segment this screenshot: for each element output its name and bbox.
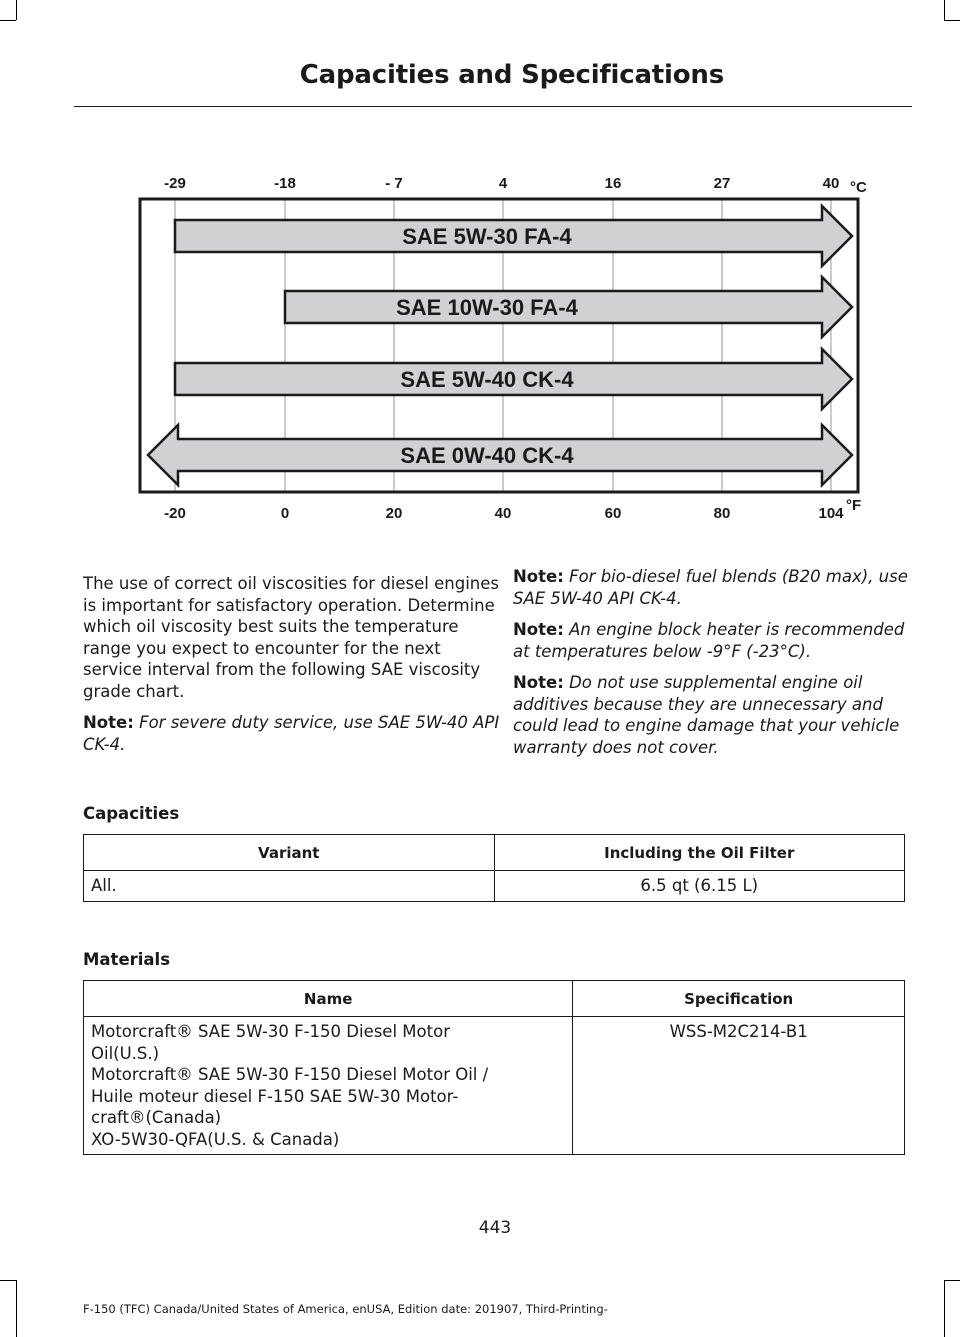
column-header-name: Name [84, 981, 573, 1017]
note-severe-duty [83, 712, 503, 755]
note-text: For severe duty service, use SAE 5W-40 API CK-4. [83, 713, 500, 754]
materials-table [83, 980, 905, 1155]
capacities-heading: Capacities [83, 804, 180, 823]
note-text: An engine block heater is recommended at temperatures below -9°F (-23°C). [513, 620, 905, 661]
page-number: 443 [478, 1218, 512, 1238]
crop-mark [0, 1280, 16, 1281]
crop-mark [944, 0, 945, 20]
fahrenheit-unit-label: °F [846, 497, 862, 514]
note-label: Note: [83, 713, 134, 732]
column-header-including-oil-filter: Including the Oil Filter [494, 835, 905, 871]
right-column [513, 566, 908, 768]
fahrenheit-tick-label: 20 [385, 505, 403, 522]
crop-mark [16, 1280, 17, 1337]
crop-mark [944, 20, 960, 21]
viscosity-grade-label: SAE 10W-30 FA-4 [396, 295, 578, 320]
material-name-cell [84, 1017, 573, 1155]
page-title: Capacities and Specifications [299, 60, 724, 90]
column-header-specification: Specification [573, 981, 905, 1017]
viscosity-grade-label: SAE 0W-40 CK-4 [400, 443, 574, 468]
table-header-row [84, 981, 905, 1017]
column-header-variant: Variant [84, 835, 495, 871]
note-block-heater [513, 619, 908, 662]
material-name-line: craft®(Canada) [91, 1108, 222, 1127]
crop-mark [0, 20, 16, 21]
material-name-line: Huile moteur diesel F-150 SAE 5W-30 Motor- [91, 1086, 459, 1106]
fahrenheit-tick-label: 60 [604, 505, 622, 522]
celsius-tick-label: - 7 [385, 175, 403, 192]
note-label: Note: [513, 673, 564, 692]
materials-heading: Materials [83, 950, 171, 969]
note-additives [513, 672, 908, 758]
table-row [84, 871, 905, 902]
note-text: For bio-diesel fuel blends (B20 max), use SAE 5W-40 API CK-4. [513, 567, 908, 608]
viscosity-grade-label: SAE 5W-30 FA-4 [402, 224, 572, 249]
fahrenheit-tick-label: -20 [164, 505, 186, 522]
celsius-tick-label: 16 [604, 175, 622, 192]
footer-text: F-150 (TFC) Canada/United States of America, enUSA, Edition date: 201907, Third-Printing- [83, 1302, 608, 1316]
capacities-table [83, 834, 905, 902]
celsius-tick-label: -18 [274, 175, 296, 192]
note-label: Note: [513, 620, 564, 639]
specification-cell: WSS-M2C214-B1 [573, 1017, 905, 1155]
celsius-tick-label: 27 [713, 175, 731, 192]
crop-mark [16, 0, 17, 20]
table-header-row [84, 835, 905, 871]
material-name-line: Motorcraft® SAE 5W-30 F-150 Diesel Motor [91, 1022, 450, 1041]
fahrenheit-tick-label: 0 [280, 505, 290, 522]
note-biodiesel [513, 566, 908, 609]
fahrenheit-tick-label: 80 [713, 505, 731, 522]
fahrenheit-tick-label: 104 [818, 505, 844, 522]
crop-mark [944, 1280, 945, 1337]
note-label: Note: [513, 567, 564, 586]
material-name-line: Motorcraft® SAE 5W-30 F-150 Diesel Motor Oil / [91, 1065, 489, 1084]
left-column [83, 573, 503, 765]
crop-mark [944, 1280, 960, 1281]
celsius-tick-label: 40 [822, 175, 840, 192]
celsius-tick-label: -29 [164, 175, 186, 192]
fahrenheit-tick-label: 40 [494, 505, 512, 522]
celsius-tick-label: 4 [498, 175, 508, 192]
variant-cell: All. [84, 871, 495, 902]
celsius-unit-label: °C [850, 179, 867, 196]
capacity-cell: 6.5 qt (6.15 L) [494, 871, 905, 902]
title-divider [74, 106, 912, 107]
viscosity-grade-label: SAE 5W-40 CK-4 [400, 367, 574, 392]
material-name-line: Oil(U.S.) [91, 1043, 160, 1063]
viscosity-chart [130, 160, 880, 530]
intro-paragraph: The use of correct oil viscosities for diesel engines is important for satisfactory operation. Determine which oil viscosity best suits the temperature range you expect to encounter for the next service interval from the following SAE viscosity grade chart. [83, 574, 499, 701]
material-name-line: XO-5W30-QFA(U.S. & Canada) [91, 1129, 340, 1149]
note-text: Do not use supplemental engine oil additives because they are unnecessary and could lead to engine damage that your vehicle warranty does not cover. [513, 673, 900, 757]
table-row [84, 1017, 905, 1155]
